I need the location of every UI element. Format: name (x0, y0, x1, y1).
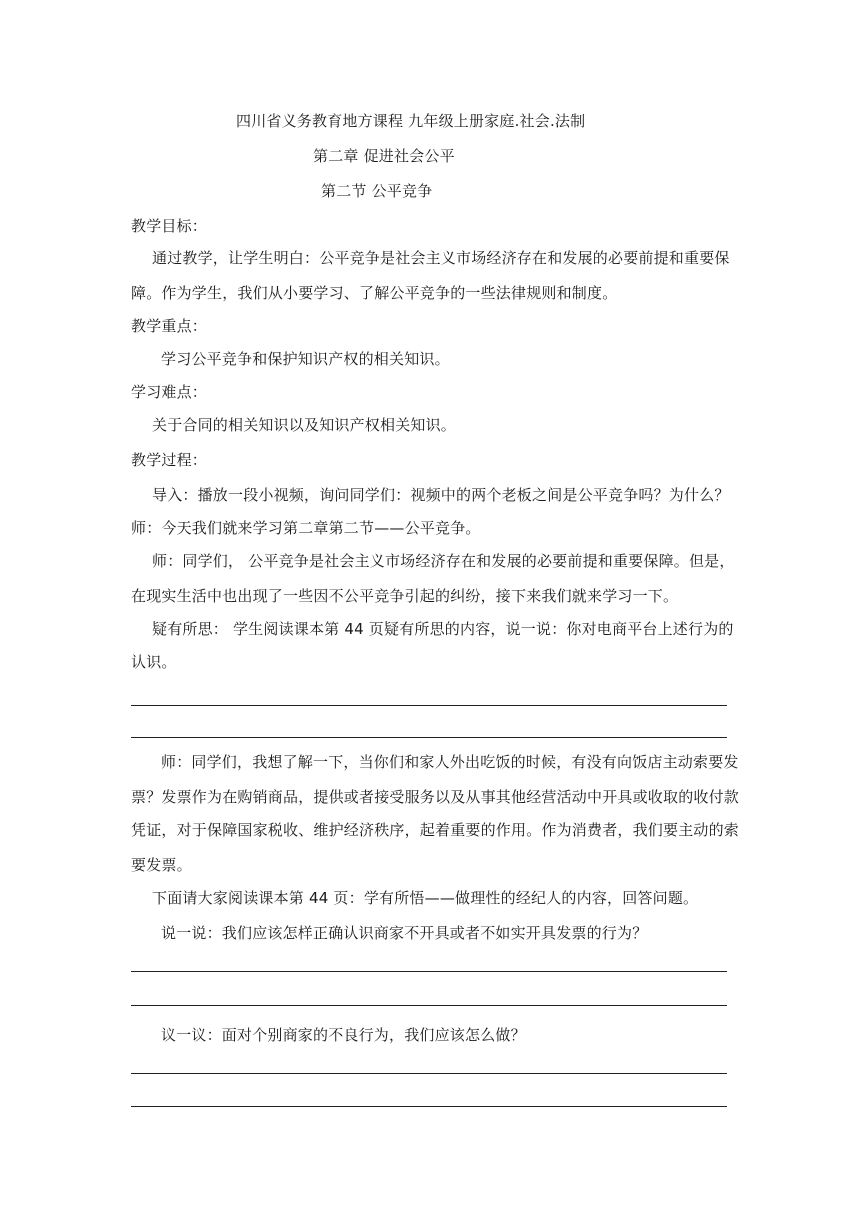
answer-line (131, 705, 727, 706)
doubt-text-line: 认识。 (131, 653, 177, 671)
process-heading: 教学过程： (131, 451, 208, 469)
answer-line (131, 1005, 727, 1006)
invoice-text-line: 师：同学们，我想了解一下，当你们和家人外出吃饭的时候，有没有向饭店主动索要发 (161, 753, 739, 771)
answer-line (131, 1106, 727, 1107)
invoice-text-line: 票？发票作为在购销商品，提供或者接受服务以及从事其他经营活动中开具或收取的收付款 (131, 788, 740, 806)
difficulties-heading: 学习难点： (131, 383, 208, 401)
intro-text-line: 导入：播放一段小视频，询问同学们：视频中的两个老板之间是公平竞争吗？为什么？ (152, 486, 730, 504)
answer-line (131, 737, 727, 738)
discuss-question: 议一议：面对个别商家的不良行为，我们应该怎么做？ (161, 1026, 526, 1044)
objectives-text-line: 通过教学，让学生明白：公平竞争是社会主义市场经济存在和发展的必要前提和重要保 (152, 249, 730, 267)
invoice-text-line: 要发票。 (131, 856, 192, 874)
key-points-text: 学习公平竞争和保护知识产权的相关知识。 (161, 350, 450, 368)
key-points-heading: 教学重点： (131, 317, 208, 335)
teacher-text-line: 在现实生活中也出现了一些因不公平竞争引起的纠纷，接下来我们就来学习一下。 (131, 587, 679, 605)
difficulties-text: 关于合同的相关知识以及知识产权相关知识。 (152, 416, 457, 434)
doubt-text-line: 疑有所思： 学生阅读课本第 44 页疑有所思的内容，说一说：你对电商平台上述行为的 (152, 620, 734, 638)
answer-line (131, 1073, 727, 1074)
invoice-text-line: 凭证，对于保障国家税收、维护经济秩序，起着重要的作用。作为消费者，我们要主动的索 (131, 821, 740, 839)
reading-instruction: 下面请大家阅读课本第 44 页：学有所悟——做理性的经纪人的内容，回答问题。 (152, 889, 699, 907)
objectives-text-line: 障。作为学生，我们从小要学习、了解公平竞争的一些法律规则和制度。 (131, 284, 618, 302)
intro-text-line: 师：今天我们就来学习第二章第二节——公平竞争。 (131, 519, 481, 537)
course-title: 四川省义务教育地方课程 九年级上册家庭.社会.法制 (236, 112, 586, 130)
answer-line (131, 971, 727, 972)
teacher-text-line: 师：同学们， 公平竞争是社会主义市场经济存在和发展的必要前提和重要保障。但是， (152, 552, 735, 570)
section-title: 第二节 公平竞争 (321, 182, 433, 200)
objectives-heading: 教学目标： (131, 217, 208, 235)
chapter-title: 第二章 促进社会公平 (313, 147, 455, 165)
say-question: 说一说：我们应该怎样正确认识商家不开具或者不如实开具发票的行为？ (161, 924, 648, 942)
